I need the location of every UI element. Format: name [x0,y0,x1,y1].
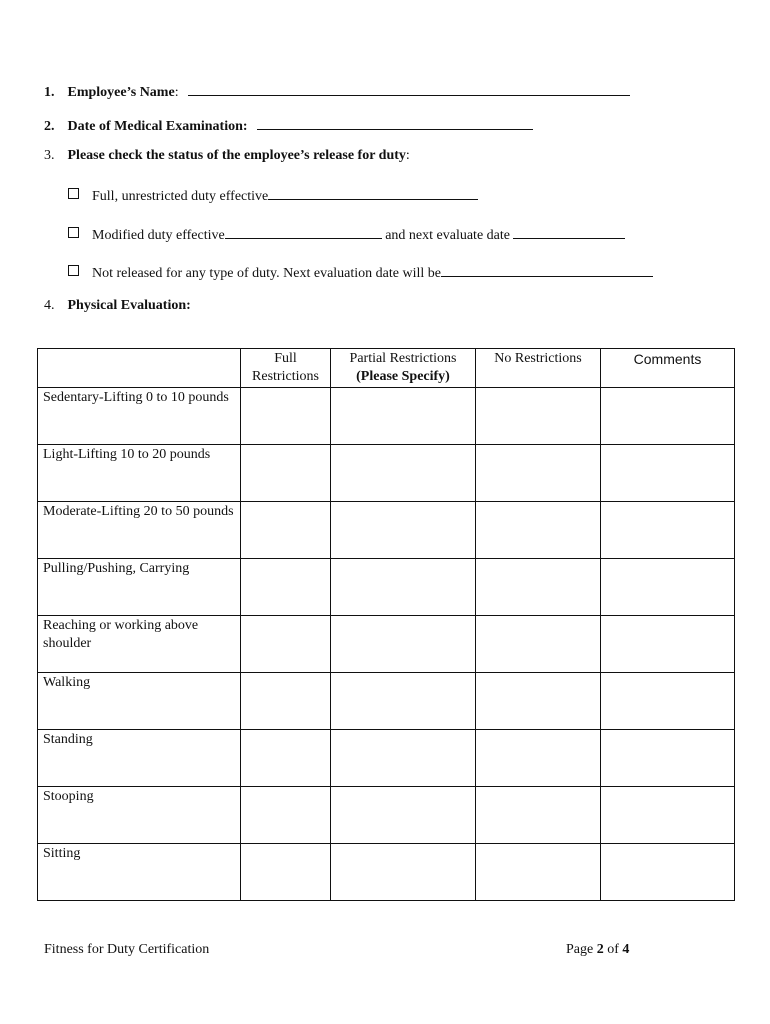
partial-restrictions-cell[interactable] [331,445,476,502]
question-employee-name: 1. Employee’s Name: [44,81,630,101]
page-number: Page 2 of 4 [566,942,630,957]
physical-evaluation-table [37,348,735,901]
table-row [38,445,735,502]
full-restrictions-cell[interactable] [241,844,331,901]
no-restrictions-cell[interactable] [476,673,601,730]
option-full-duty [68,185,478,205]
modified-duty-label: Modified duty effective [92,228,225,243]
partial-restrictions-header: Partial Restrictions (Please Specify) [331,349,476,388]
full-duty-checkbox[interactable] [68,188,79,199]
question-exam-date: 2. Date of Medical Examination: [44,115,533,135]
activity-label: Reaching or working above shoulder [38,616,241,673]
table-row [38,787,735,844]
full-restrictions-cell[interactable] [241,559,331,616]
full-restrictions-header: Full Restrictions [241,349,331,388]
no-restrictions-cell[interactable] [476,559,601,616]
full-restrictions-cell[interactable] [241,445,331,502]
no-restrictions-cell[interactable] [476,445,601,502]
not-released-checkbox[interactable] [68,265,79,276]
partial-restrictions-cell[interactable] [331,730,476,787]
comments-cell[interactable] [601,673,735,730]
next-evaluate-label: and next evaluate date [385,228,510,243]
exam-date-field[interactable] [257,115,533,130]
comments-cell[interactable] [601,730,735,787]
exam-date-label: Date of Medical Examination: [67,119,248,134]
activity-label: Pulling/Pushing, Carrying [38,559,241,616]
activity-label: Moderate-Lifting 20 to 50 pounds [38,502,241,559]
no-restrictions-cell[interactable] [476,730,601,787]
partial-restrictions-cell[interactable] [331,559,476,616]
no-restrictions-header: No Restrictions [476,349,601,388]
activity-label: Walking [38,673,241,730]
table-row [38,559,735,616]
employee-name-label: Employee’s Name [67,85,175,100]
activity-header [38,349,241,388]
no-restrictions-cell[interactable] [476,388,601,445]
table-row [38,616,735,673]
modified-duty-checkbox[interactable] [68,227,79,238]
table-row [38,388,735,445]
next-evaluate-date-field[interactable] [513,224,625,239]
option-modified-duty [68,224,625,244]
option-not-released [68,262,653,282]
comments-cell[interactable] [601,616,735,673]
footer-title: Fitness for Duty Certification [44,942,210,957]
comments-cell[interactable] [601,559,735,616]
table-row [38,844,735,901]
full-restrictions-cell[interactable] [241,502,331,559]
full-restrictions-cell[interactable] [241,787,331,844]
comments-cell[interactable] [601,388,735,445]
full-restrictions-cell[interactable] [241,616,331,673]
table-row [38,673,735,730]
modified-duty-date-field[interactable] [225,224,382,239]
activity-label: Sedentary-Lifting 0 to 10 pounds [38,388,241,445]
activity-label: Light-Lifting 10 to 20 pounds [38,445,241,502]
full-restrictions-cell[interactable] [241,730,331,787]
question-physical-evaluation: 4. Physical Evaluation: [44,298,191,313]
full-duty-label: Full, unrestricted duty effective [92,189,269,204]
no-restrictions-cell[interactable] [476,616,601,673]
table-row [38,502,735,559]
comments-header: Comments [601,349,735,388]
partial-restrictions-cell[interactable] [331,844,476,901]
question-release-status: 3. Please check the status of the employee’s release for duty: [44,148,410,163]
comments-cell[interactable] [601,502,735,559]
no-restrictions-cell[interactable] [476,502,601,559]
activity-label: Sitting [38,844,241,901]
table-row [38,730,735,787]
no-restrictions-cell[interactable] [476,787,601,844]
activity-label: Standing [38,730,241,787]
employee-name-field[interactable] [188,81,630,96]
partial-restrictions-cell[interactable] [331,787,476,844]
partial-restrictions-cell[interactable] [331,388,476,445]
physical-evaluation-label: Physical Evaluation: [67,298,191,313]
full-duty-date-field[interactable] [268,185,478,200]
not-released-label: Not released for any type of duty. Next evaluation date will be [92,266,441,281]
next-evaluation-date-field[interactable] [441,262,653,277]
partial-restrictions-cell[interactable] [331,502,476,559]
table-header-row [38,349,735,388]
full-restrictions-cell[interactable] [241,673,331,730]
activity-label: Stooping [38,787,241,844]
release-status-label: Please check the status of the employee’s release for duty [67,148,406,163]
comments-cell[interactable] [601,844,735,901]
no-restrictions-cell[interactable] [476,844,601,901]
comments-cell[interactable] [601,445,735,502]
full-restrictions-cell[interactable] [241,388,331,445]
partial-restrictions-cell[interactable] [331,616,476,673]
comments-cell[interactable] [601,787,735,844]
partial-restrictions-cell[interactable] [331,673,476,730]
